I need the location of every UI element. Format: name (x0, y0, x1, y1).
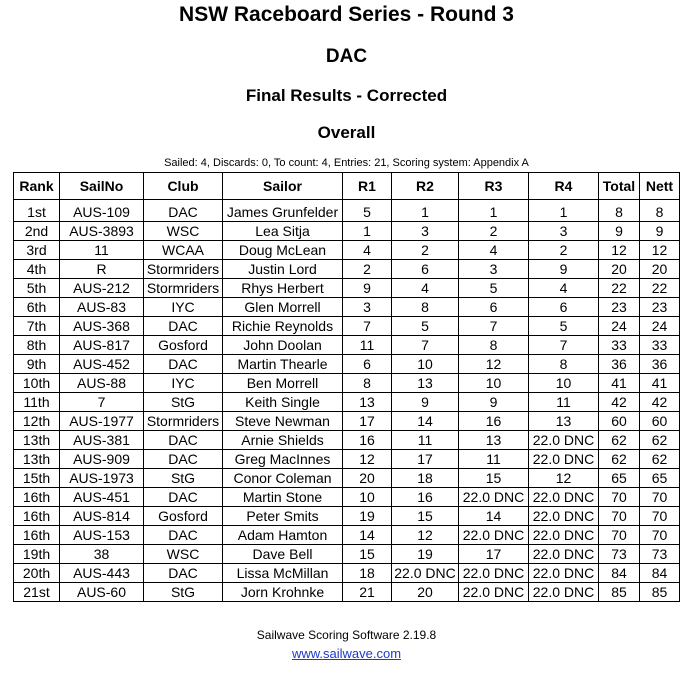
cell-r1: 8 (343, 374, 392, 393)
col-r2-header: R2 (392, 173, 459, 200)
cell-sailno: AUS-60 (60, 583, 144, 602)
cell-r2: 15 (392, 507, 459, 526)
cell-r2: 10 (392, 355, 459, 374)
cell-club: DAC (144, 564, 223, 583)
cell-total: 20 (599, 260, 640, 279)
cell-sailno: 38 (60, 545, 144, 564)
cell-r4: 22.0 DNC (529, 545, 599, 564)
cell-sailno: AUS-88 (60, 374, 144, 393)
table-row (14, 564, 680, 583)
cell-r3: 6 (459, 298, 529, 317)
cell-nett: 24 (640, 317, 680, 336)
cell-total: 23 (599, 298, 640, 317)
cell-sailno: R (60, 260, 144, 279)
cell-r1: 12 (343, 450, 392, 469)
cell-sailor: Peter Smits (223, 507, 343, 526)
cell-nett: 73 (640, 545, 680, 564)
cell-r1: 21 (343, 583, 392, 602)
col-sailno-header: SailNo (60, 173, 144, 200)
cell-r2: 7 (392, 336, 459, 355)
table-row (14, 200, 680, 222)
cell-r1: 5 (343, 200, 392, 222)
cell-club: StG (144, 393, 223, 412)
cell-nett: 62 (640, 431, 680, 450)
cell-r4: 22.0 DNC (529, 450, 599, 469)
table-row (14, 317, 680, 336)
cell-total: 41 (599, 374, 640, 393)
cell-r1: 3 (343, 298, 392, 317)
cell-r1: 20 (343, 469, 392, 488)
cell-r2: 18 (392, 469, 459, 488)
cell-r4: 13 (529, 412, 599, 431)
header-row (14, 173, 680, 200)
cell-club: WSC (144, 222, 223, 241)
cell-r1: 15 (343, 545, 392, 564)
cell-total: 70 (599, 526, 640, 545)
table-row (14, 412, 680, 431)
cell-nett: 84 (640, 564, 680, 583)
cell-sailno: AUS-817 (60, 336, 144, 355)
cell-r4: 8 (529, 355, 599, 374)
cell-r3: 2 (459, 222, 529, 241)
cell-r4: 2 (529, 241, 599, 260)
col-r3-header: R3 (459, 173, 529, 200)
table-row (14, 241, 680, 260)
cell-nett: 23 (640, 298, 680, 317)
cell-sailno: AUS-3893 (60, 222, 144, 241)
cell-total: 62 (599, 450, 640, 469)
cell-club: IYC (144, 298, 223, 317)
cell-r3: 11 (459, 450, 529, 469)
cell-club: Stormriders (144, 412, 223, 431)
cell-r4: 9 (529, 260, 599, 279)
table-row (14, 260, 680, 279)
cell-rank: 12th (14, 412, 60, 431)
cell-sailno: AUS-814 (60, 507, 144, 526)
col-r1-header: R1 (343, 173, 392, 200)
cell-sailor: Lissa McMillan (223, 564, 343, 583)
cell-total: 33 (599, 336, 640, 355)
cell-r4: 22.0 DNC (529, 507, 599, 526)
cell-rank: 15th (14, 469, 60, 488)
cell-r2: 8 (392, 298, 459, 317)
table-row (14, 355, 680, 374)
cell-total: 24 (599, 317, 640, 336)
cell-rank: 1st (14, 200, 60, 222)
cell-r3: 8 (459, 336, 529, 355)
table-row (14, 374, 680, 393)
cell-club: StG (144, 583, 223, 602)
cell-sailor: John Doolan (223, 336, 343, 355)
cell-nett: 36 (640, 355, 680, 374)
cell-sailor: Keith Single (223, 393, 343, 412)
cell-r3: 9 (459, 393, 529, 412)
cell-rank: 13th (14, 450, 60, 469)
cell-r3: 4 (459, 241, 529, 260)
cell-r4: 22.0 DNC (529, 488, 599, 507)
cell-sailor: Martin Stone (223, 488, 343, 507)
cell-r2: 2 (392, 241, 459, 260)
col-rank-header: Rank (14, 173, 60, 200)
table-row (14, 336, 680, 355)
cell-sailno: AUS-153 (60, 526, 144, 545)
cell-nett: 33 (640, 336, 680, 355)
cell-rank: 13th (14, 431, 60, 450)
cell-r3: 22.0 DNC (459, 583, 529, 602)
cell-r4: 5 (529, 317, 599, 336)
cell-nett: 85 (640, 583, 680, 602)
cell-r2: 4 (392, 279, 459, 298)
cell-nett: 70 (640, 526, 680, 545)
cell-r2: 9 (392, 393, 459, 412)
cell-nett: 60 (640, 412, 680, 431)
cell-r4: 4 (529, 279, 599, 298)
cell-sailor: Arnie Shields (223, 431, 343, 450)
cell-r1: 2 (343, 260, 392, 279)
cell-nett: 8 (640, 200, 680, 222)
cell-rank: 7th (14, 317, 60, 336)
cell-r3: 22.0 DNC (459, 488, 529, 507)
cell-r3: 14 (459, 507, 529, 526)
cell-sailor: Conor Coleman (223, 469, 343, 488)
cell-r4: 22.0 DNC (529, 564, 599, 583)
cell-r4: 1 (529, 200, 599, 222)
cell-rank: 16th (14, 488, 60, 507)
cell-nett: 42 (640, 393, 680, 412)
cell-total: 85 (599, 583, 640, 602)
cell-sailor: Martin Thearle (223, 355, 343, 374)
cell-r1: 11 (343, 336, 392, 355)
cell-r4: 7 (529, 336, 599, 355)
cell-sailno: AUS-452 (60, 355, 144, 374)
cell-nett: 12 (640, 241, 680, 260)
table-row (14, 583, 680, 602)
cell-nett: 41 (640, 374, 680, 393)
cell-rank: 3rd (14, 241, 60, 260)
cell-r3: 3 (459, 260, 529, 279)
cell-r3: 5 (459, 279, 529, 298)
cell-r1: 16 (343, 431, 392, 450)
cell-r3: 22.0 DNC (459, 526, 529, 545)
cell-r2: 6 (392, 260, 459, 279)
cell-club: Gosford (144, 507, 223, 526)
cell-total: 36 (599, 355, 640, 374)
cell-sailno: 7 (60, 393, 144, 412)
results-status: Final Results - Corrected (245, 86, 448, 105)
cell-club: DAC (144, 200, 223, 222)
cell-r2: 19 (392, 545, 459, 564)
cell-r3: 7 (459, 317, 529, 336)
cell-nett: 22 (640, 279, 680, 298)
cell-total: 8 (599, 200, 640, 222)
cell-sailor: Doug McLean (223, 241, 343, 260)
cell-sailno: AUS-443 (60, 564, 144, 583)
cell-sailno: AUS-1977 (60, 412, 144, 431)
cell-club: DAC (144, 355, 223, 374)
cell-sailno: 11 (60, 241, 144, 260)
col-r4-header: R4 (529, 173, 599, 200)
cell-sailor: Lea Sitja (223, 222, 343, 241)
cell-r4: 3 (529, 222, 599, 241)
col-nett-header: Nett (640, 173, 680, 200)
table-row (14, 279, 680, 298)
cell-r4: 6 (529, 298, 599, 317)
cell-total: 22 (599, 279, 640, 298)
cell-sailno: AUS-1973 (60, 469, 144, 488)
cell-sailno: AUS-381 (60, 431, 144, 450)
cell-r2: 14 (392, 412, 459, 431)
cell-rank: 16th (14, 526, 60, 545)
club-title: DAC (325, 46, 368, 67)
table-row (14, 545, 680, 564)
cell-r1: 18 (343, 564, 392, 583)
cell-r2: 22.0 DNC (392, 564, 459, 583)
cell-sailno: AUS-909 (60, 450, 144, 469)
cell-r1: 13 (343, 393, 392, 412)
cell-total: 70 (599, 488, 640, 507)
cell-sailor: Adam Hamton (223, 526, 343, 545)
cell-sailor: Dave Bell (223, 545, 343, 564)
cell-r4: 22.0 DNC (529, 431, 599, 450)
cell-r2: 1 (392, 200, 459, 222)
cell-rank: 10th (14, 374, 60, 393)
table-row (14, 450, 680, 469)
cell-club: WCAA (144, 241, 223, 260)
cell-r2: 20 (392, 583, 459, 602)
cell-total: 73 (599, 545, 640, 564)
cell-club: DAC (144, 317, 223, 336)
cell-club: Stormriders (144, 279, 223, 298)
cell-sailor: Rhys Herbert (223, 279, 343, 298)
cell-rank: 4th (14, 260, 60, 279)
division-title: Overall (317, 123, 376, 142)
cell-r1: 17 (343, 412, 392, 431)
cell-r3: 15 (459, 469, 529, 488)
software-credit: Sailwave Scoring Software 2.19.8 (256, 628, 437, 642)
cell-r1: 7 (343, 317, 392, 336)
cell-r3: 16 (459, 412, 529, 431)
cell-r2: 11 (392, 431, 459, 450)
cell-r3: 10 (459, 374, 529, 393)
cell-r1: 14 (343, 526, 392, 545)
sailwave-link[interactable]: www.sailwave.com (291, 646, 402, 661)
cell-rank: 5th (14, 279, 60, 298)
cell-nett: 65 (640, 469, 680, 488)
cell-sailno: AUS-212 (60, 279, 144, 298)
cell-sailor: Ben Morrell (223, 374, 343, 393)
cell-club: IYC (144, 374, 223, 393)
cell-r2: 5 (392, 317, 459, 336)
cell-rank: 2nd (14, 222, 60, 241)
cell-r1: 6 (343, 355, 392, 374)
cell-nett: 70 (640, 507, 680, 526)
cell-club: StG (144, 469, 223, 488)
table-row (14, 526, 680, 545)
cell-r4: 12 (529, 469, 599, 488)
table-row (14, 507, 680, 526)
cell-rank: 6th (14, 298, 60, 317)
cell-total: 60 (599, 412, 640, 431)
cell-total: 62 (599, 431, 640, 450)
cell-r4: 11 (529, 393, 599, 412)
cell-rank: 9th (14, 355, 60, 374)
cell-sailor: Steve Newman (223, 412, 343, 431)
cell-rank: 20th (14, 564, 60, 583)
cell-r2: 17 (392, 450, 459, 469)
cell-sailor: Jorn Krohnke (223, 583, 343, 602)
col-club-header: Club (144, 173, 223, 200)
cell-club: Stormriders (144, 260, 223, 279)
cell-r2: 3 (392, 222, 459, 241)
cell-nett: 20 (640, 260, 680, 279)
cell-club: DAC (144, 488, 223, 507)
cell-rank: 11th (14, 393, 60, 412)
cell-r4: 22.0 DNC (529, 526, 599, 545)
cell-sailor: Justin Lord (223, 260, 343, 279)
cell-sailor: Greg MacInnes (223, 450, 343, 469)
cell-sailno: AUS-451 (60, 488, 144, 507)
cell-total: 70 (599, 507, 640, 526)
race-summary: Sailed: 4, Discards: 0, To count: 4, Entries: 21, Scoring system: Appendix A (164, 157, 529, 169)
cell-nett: 9 (640, 222, 680, 241)
cell-nett: 70 (640, 488, 680, 507)
cell-r1: 9 (343, 279, 392, 298)
table-row (14, 298, 680, 317)
cell-r2: 16 (392, 488, 459, 507)
cell-r3: 1 (459, 200, 529, 222)
cell-club: DAC (144, 450, 223, 469)
table-row (14, 488, 680, 507)
cell-sailor: Richie Reynolds (223, 317, 343, 336)
cell-sailno: AUS-109 (60, 200, 144, 222)
table-row (14, 469, 680, 488)
cell-r4: 10 (529, 374, 599, 393)
cell-rank: 16th (14, 507, 60, 526)
cell-rank: 8th (14, 336, 60, 355)
cell-r3: 13 (459, 431, 529, 450)
cell-total: 12 (599, 241, 640, 260)
cell-total: 9 (599, 222, 640, 241)
cell-r3: 22.0 DNC (459, 564, 529, 583)
cell-r1: 1 (343, 222, 392, 241)
cell-r3: 17 (459, 545, 529, 564)
cell-total: 84 (599, 564, 640, 583)
table-row (14, 431, 680, 450)
cell-r1: 10 (343, 488, 392, 507)
cell-club: WSC (144, 545, 223, 564)
cell-r1: 19 (343, 507, 392, 526)
cell-r3: 12 (459, 355, 529, 374)
col-total-header: Total (599, 173, 640, 200)
cell-rank: 21st (14, 583, 60, 602)
cell-r4: 22.0 DNC (529, 583, 599, 602)
cell-r2: 12 (392, 526, 459, 545)
table-row (14, 222, 680, 241)
cell-r2: 13 (392, 374, 459, 393)
cell-total: 42 (599, 393, 640, 412)
cell-rank: 19th (14, 545, 60, 564)
cell-r1: 4 (343, 241, 392, 260)
cell-sailor: James Grunfelder (223, 200, 343, 222)
col-sailor-header: Sailor (223, 173, 343, 200)
table-row (14, 393, 680, 412)
cell-total: 65 (599, 469, 640, 488)
results-table (13, 172, 680, 602)
cell-nett: 62 (640, 450, 680, 469)
cell-sailno: AUS-368 (60, 317, 144, 336)
cell-club: Gosford (144, 336, 223, 355)
cell-club: DAC (144, 526, 223, 545)
cell-club: DAC (144, 431, 223, 450)
cell-sailno: AUS-83 (60, 298, 144, 317)
series-title: NSW Raceboard Series - Round 3 (179, 3, 514, 26)
cell-sailor: Glen Morrell (223, 298, 343, 317)
